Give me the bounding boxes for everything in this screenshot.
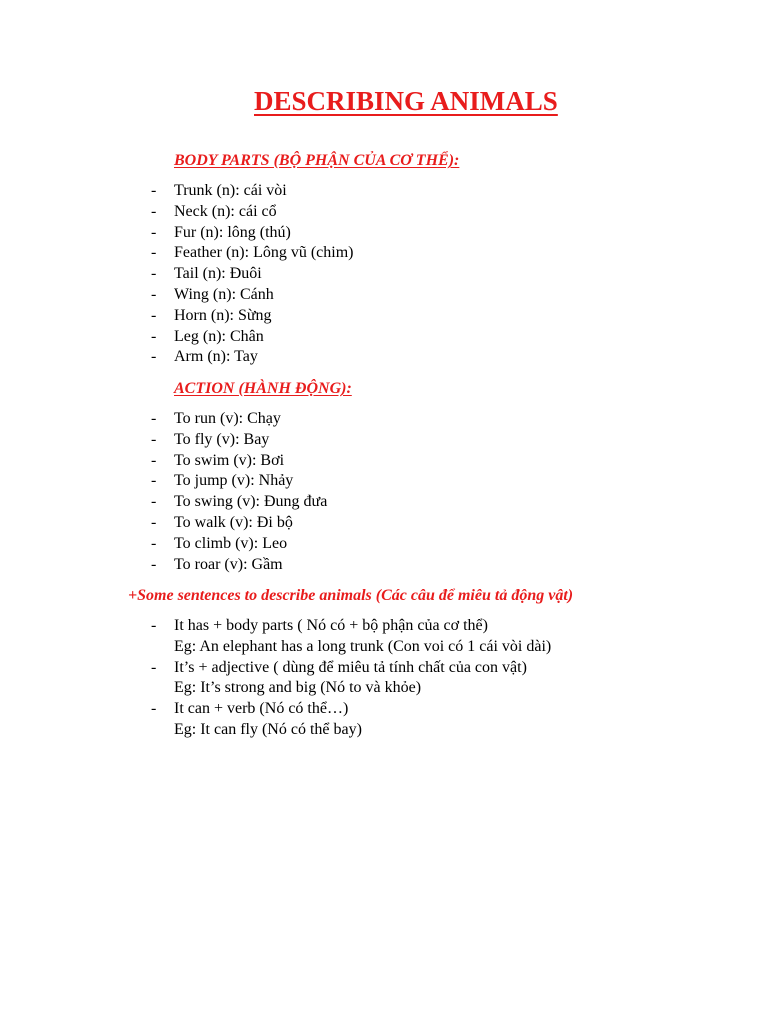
list-dash: - (151, 348, 157, 366)
list-dash: - (151, 472, 157, 490)
list-dash: - (151, 555, 157, 573)
list-dash: - (151, 223, 157, 241)
list-item-text: To roar (v): Gầm (174, 555, 283, 573)
list-item-text: To climb (v): Leo (174, 534, 288, 552)
sentence-example: Eg: It’s strong and big (Nó to và khỏe) (174, 679, 422, 697)
list-dash: - (151, 306, 157, 324)
sentence-pattern: It has + body parts ( Nó có + bộ phận của cơ thể) (174, 617, 488, 634)
list-dash: - (151, 658, 157, 676)
sentence-pattern: It’s + adjective ( dùng để miêu tả tính chất của con vật) (174, 658, 527, 676)
list-dash: - (151, 286, 157, 303)
list-dash: - (151, 700, 157, 718)
list-dash: - (151, 514, 157, 531)
list-dash: - (151, 493, 157, 511)
sentences-intro: +Some sentences to describe animals (Các câu để miêu tả động vật) (128, 587, 574, 604)
list-item-text: To jump (v): Nhảy (174, 472, 294, 490)
list-dash: - (151, 182, 157, 199)
list-dash: - (151, 202, 157, 220)
list-item-text: To swing (v): Đung đưa (174, 493, 328, 511)
list-item-text: Arm (n): Tay (174, 348, 258, 366)
list-item-text: To walk (v): Đi bộ (174, 514, 293, 531)
list-item-text: Leg (n): Chân (174, 327, 264, 345)
list-dash: - (151, 451, 157, 469)
list-dash: - (151, 534, 157, 552)
list-item-text: Feather (n): Lông vũ (chim) (174, 244, 354, 262)
list-item-text: Horn (n): Sừng (174, 306, 272, 324)
sentence-example: Eg: An elephant has a long trunk (Con voi có 1 cái vòi dài) (174, 637, 552, 655)
list-dash: - (151, 327, 157, 345)
list-item-text: To swim (v): Bơi (174, 451, 285, 469)
list-dash: - (151, 430, 157, 448)
list-dash: - (151, 244, 157, 262)
body-parts-heading: BODY PARTS (BỘ PHẬN CỦA CƠ THỂ): (174, 152, 460, 169)
list-dash: - (151, 410, 157, 427)
action-heading: ACTION (HÀNH ĐỘNG): (174, 380, 352, 397)
list-item-text: Fur (n): lông (thú) (174, 223, 291, 241)
list-item-text: Tail (n): Đuôi (174, 265, 262, 283)
list-item-text: Wing (n): Cánh (174, 286, 274, 303)
sentence-example: Eg: It can fly (Nó có thể bay) (174, 721, 362, 738)
sentence-pattern: It can + verb (Nó có thể…) (174, 700, 349, 718)
list-dash: - (151, 265, 157, 283)
document-title: DESCRIBING ANIMALS (254, 86, 558, 116)
list-item-text: To fly (v): Bay (174, 430, 270, 448)
list-item-text: To run (v): Chạy (174, 410, 281, 427)
list-item-text: Trunk (n): cái vòi (174, 182, 287, 199)
list-dash: - (151, 617, 157, 634)
list-item-text: Neck (n): cái cổ (174, 202, 277, 220)
